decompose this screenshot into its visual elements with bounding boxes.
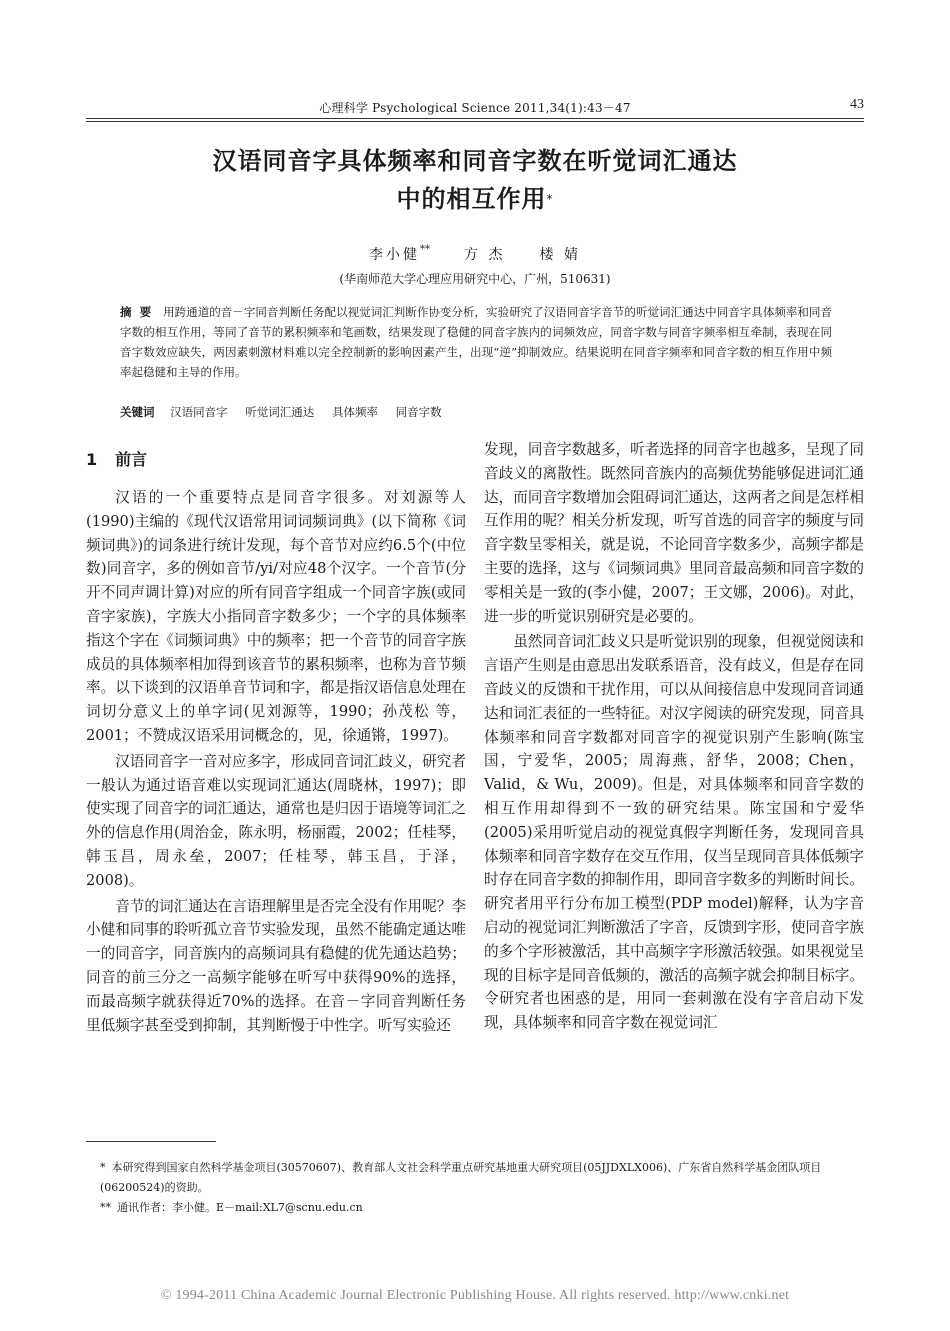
footnote-mark: ** <box>100 1201 111 1214</box>
section-title: 前言 <box>115 450 148 469</box>
author-third-name: 婧 <box>563 247 581 263</box>
title-line-2 <box>86 180 864 218</box>
author-second-name: 杰 <box>488 247 506 263</box>
keyword: 听觉词汇通达 <box>245 405 315 419</box>
body-column-left <box>86 440 466 1037</box>
keywords <box>120 404 832 420</box>
author-second-given: 方 <box>464 247 482 263</box>
paper-title <box>86 142 864 218</box>
author-first-mark: ** <box>420 244 431 255</box>
footnote <box>100 1158 854 1198</box>
keyword: 同音字数 <box>395 405 442 419</box>
footnote-text: 通讯作者：李小健。E－mail:XL7@scnu.edu.cn <box>117 1201 363 1214</box>
section-heading <box>86 448 466 472</box>
keyword: 具体频率 <box>331 405 378 419</box>
abstract-label: 摘 要 <box>120 305 154 319</box>
body-paragraph: 汉语同音字一音对应多字，形成同音词汇歧义，研究者一般认为通过语音难以实现词汇通达(周晓林，1997)；即使实现了同音字的词汇通达，通常也是归因于语境等词汇之外的信息作用(周治金，陈永明，杨丽霞，2002；任桂琴，韩玉昌，周永垒，2007；任桂琴，韩玉昌，于泽，2008)。 <box>86 752 466 889</box>
body-paragraph: 虽然同音词汇歧义只是听觉识别的现象，但视觉阅读和言语产生则是由意思出发联系语音，没有歧义，但是存在同音歧义的反馈和干扰作用，可以从间接信息中发现同音词通达和词汇表征的一些特征。对汉字阅读的研究发现，同音具体频率和同音字数都对同音字的视觉识别产生影响(陈宝国，宁爱华，2005；周海燕，舒华，2008；Chen，Valid，& Wu，2009)。但是，对具体频率和同音字数的相互作用却得到不一致的研究结果。陈宝国和宁爱华(2005)采用听觉启动的视觉真假字判断任务，发现同音具体频率和同音字数存在交互作用，仅当呈现同音具体低频字时存在同音字数的抑制作用，即同音字数多的判断时间长。研究者用平行分布加工模型(PDP model)解释，认为字音启动的视觉词汇判断激活了字音，反馈到字形，使同音字族的多个字形被激活，其中高频字字形激活较强。如果视觉呈现的目标字是同音低频的，激活的高频字就会抑制目标字。令研究者也困惑的是，用同一套刺激在没有字音启动下发现，具体频率和同音字数在视觉词汇 <box>484 633 864 1032</box>
body-paragraph: 发现，同音字数越多，听者选择的同音字也越多，呈现了同音歧义的离散性。既然同音族内的高频优势能够促进词汇通达，而同音字数增加会阻碍词汇通达，这两者之间是怎样相互作用的呢？相关分析发现，听写首选的同音字的频度与同音字数呈零相关，就是说，不论同音字数多少，高频字都是主要的选择，这与《词频词典》里同音最高频和同音字数的零相关是一致的(李小健，2007；王文娜，2006)。对此，进一步的听觉识别研究是必要的。 <box>484 441 864 625</box>
keyword: 汉语同音字 <box>170 405 228 419</box>
running-header <box>86 96 864 119</box>
title-line-2-text: 中的相互作用 <box>396 185 547 213</box>
author-list <box>86 244 864 264</box>
footnote-text: 本研究得到国家自然科学基金项目(30570607)、教育部人文社会科学重点研究基地重大研究项目(05JJDXLX006)、广东省自然科学基金团队项目(06200524)的资助。 <box>100 1161 822 1194</box>
body-paragraph: 音节的词汇通达在言语理解里是否完全没有作用呢？李小健和同事的聆听孤立音节实验发现，虽然不能确定通达唯一的同音字，同音族内的高频词具有稳健的优先通达趋势；同音的前三分之一高频字能够在听写中获得90%的选择，而最高频字就获得近70%的选择。在音－字同音判断任务里低频字甚至受到抑制，其判断慢于中性字。听写实验还 <box>86 897 466 1034</box>
footnote-mark: * <box>100 1161 106 1174</box>
keywords-label: 关键词 <box>120 405 155 419</box>
body-column-right <box>484 438 864 1035</box>
title-line-1: 汉语同音字具体频率和同音字数在听觉词汇通达 <box>212 147 738 175</box>
footnote <box>100 1198 854 1218</box>
section-number: 1 <box>86 450 98 469</box>
author-first: 李小健 <box>369 247 421 263</box>
title-footnote-mark: * <box>546 192 554 206</box>
author-third-given: 楼 <box>539 247 557 263</box>
running-head-text: 心理科学 Psychological Science 2011,34(1):43－47 <box>319 101 631 115</box>
copyright-watermark: © 1994-2011 China Academic Journal Electronic Publishing House. All rights reserved. http://www.cnki.net <box>160 1288 790 1303</box>
page-number: 43 <box>850 97 864 112</box>
affiliation: (华南师范大学心理应用研究中心，广州，510631) <box>339 272 611 286</box>
abstract-text: 用跨通道的音－字同音判断任务配以视觉词汇判断作协变分析，实验研究了汉语同音字音节的听觉词汇通达中同音字具体频率和同音字数的相互作用，等同了音节的累积频率和笔画数，结果发现了稳健的同音字族内的词频效应，同音字数与同音字频率相互牵制，表现在同音字数效应缺失，两因素刺激材料难以完全控制新的影响因素产生，出现“逆”抑制效应。结果说明在同音字频率和同音字数的相互作用中频率起稳健和主导的作用。 <box>120 305 832 379</box>
body-paragraph: 汉语的一个重要特点是同音字很多。对刘源等人(1990)主编的《现代汉语常用词词频词典》(以下简称《词频词典》)的词条进行统计发现，每个音节对应约6.5个(中位数)同音字，多的例如音节/yi/对应48个汉字。一个音节(分开不同声调计算)对应的所有同音字组成一个同音字族(或同音字家族)，字族大小指同音字数多少；一个字的具体频率指这个字在《词频词典》中的频率；把一个音节的同音字族成员的具体频率相加得到该音节的累积频率，也称为音节频率。以下谈到的汉语单音节词和字，都是指汉语信息处理在词切分意义上的单字词(见刘源等，1990；孙茂松 等，2001；不赞成汉语采用词概念的，见，徐通锵，1997)。 <box>86 489 466 744</box>
footnotes <box>100 1158 854 1218</box>
footnote-rule <box>86 1141 216 1142</box>
header-rule <box>86 121 864 122</box>
abstract <box>120 302 832 382</box>
